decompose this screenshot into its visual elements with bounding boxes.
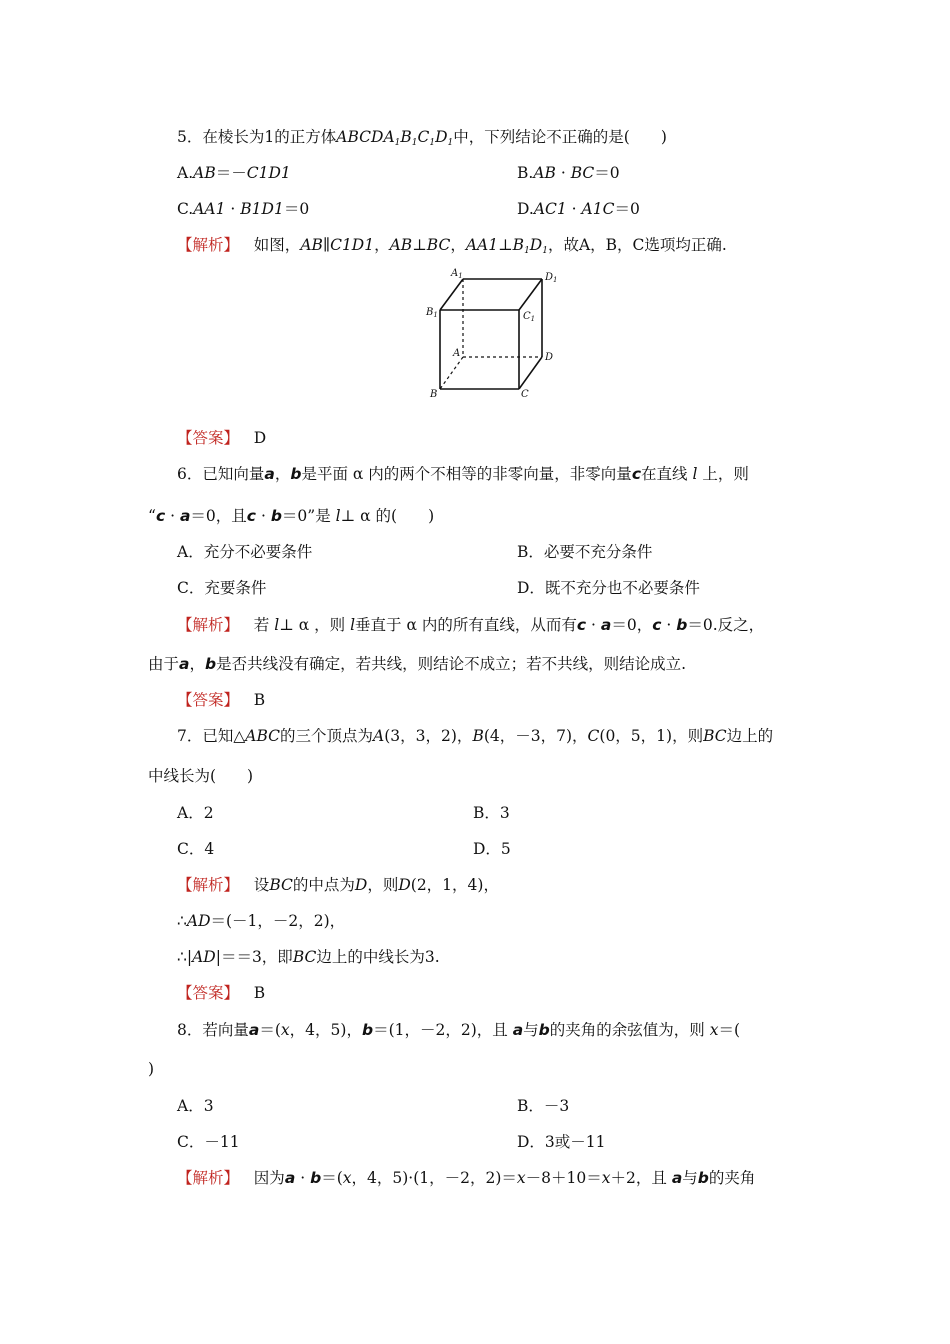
analysis-tag: 【解析】 <box>177 236 240 254</box>
q7-option-b: B．3 <box>473 804 510 822</box>
q7-option-c: C．4 <box>177 840 215 858</box>
label-a1: $A_1$ <box>451 268 463 280</box>
label-d1: $D_1$ <box>545 272 558 284</box>
q8-option-a: A．3 <box>177 1097 214 1115</box>
label-b: B <box>430 389 438 400</box>
q5-option-b: B.AB · BC＝0 <box>517 164 620 182</box>
q7-option-a: A．2 <box>177 804 214 822</box>
q6-option-b: B．必要不充分条件 <box>517 543 653 561</box>
q6-stem-line1: 6．已知向量a，b是平面 α 内的两个不相等的非零向量，非零向量c在直线 l 上，则 <box>177 465 749 483</box>
q8-stem-line2: ) <box>148 1060 155 1078</box>
q6-option-d: D．既不充分也不必要条件 <box>517 579 700 597</box>
q5-option-a: A.AB＝－C1D1 <box>177 164 291 182</box>
q6-answer: 【答案】 B <box>177 691 266 709</box>
q6-option-c: C．充要条件 <box>177 579 267 597</box>
q5-stem: 5．在棱长为1的正方体$ABCDA_1B_1C_1D_1$中，下列结论不正确的是( ) <box>177 128 667 148</box>
answer-tag: 【答案】 <box>177 691 240 709</box>
answer-tag: 【答案】 <box>177 429 240 447</box>
edge-b1-a1 <box>440 279 463 310</box>
q7-stem-line2: 中线长为( ) <box>148 767 254 785</box>
q8-stem-line1: 8．若向量a＝(x，4，5)，b＝(1，－2，2)，且 a与b的夹角的余弦值为，则 x＝( <box>177 1021 741 1039</box>
cube-figure <box>420 264 570 404</box>
edge-c1-d1 <box>519 279 542 310</box>
answer-tag: 【答案】 <box>177 984 240 1002</box>
q7-analysis-line1: 【解析】 设BC的中点为D，则D(2，1，4)， <box>177 876 499 894</box>
analysis-tag: 【解析】 <box>177 876 240 894</box>
q6-analysis-line1: 【解析】 若 l⊥ α ，则 l垂直于 α 内的所有直线，从而有c · a＝0，c · b＝0.反之， <box>177 616 765 634</box>
q6-stem-line2: “c · a＝0，且c · b＝0”是 l⊥ α 的( ) <box>148 507 435 525</box>
q8-analysis-line1: 【解析】 因为a · b＝(x，4，5)·(1，－2，2)＝x－8＋10＝x＋2，且 a与b的夹角 <box>177 1169 756 1187</box>
analysis-tag: 【解析】 <box>177 1169 240 1187</box>
q8-option-d: D．3或－11 <box>517 1133 606 1151</box>
q8-option-b: B．－3 <box>517 1097 570 1115</box>
label-b1: $B_1$ <box>426 307 438 319</box>
q6-analysis-line2: 由于a，b是否共线没有确定，若共线，则结论不成立；若不共线，则结论成立. <box>148 655 687 673</box>
label-c1: $C_1$ <box>523 311 536 323</box>
analysis-tag: 【解析】 <box>177 616 240 634</box>
q5-option-c: C.AA1 · B1D1＝0 <box>177 200 310 218</box>
label-a: A <box>453 348 461 359</box>
q5-answer: 【答案】 D <box>177 429 267 447</box>
q6-option-a: A．充分不必要条件 <box>177 543 313 561</box>
edge-c-d <box>519 357 542 389</box>
label-c: C <box>521 389 529 400</box>
q7-stem-line1: 7．已知△ABC的三个顶点为A(3，3，2)，B(4，－3，7)，C(0，5，1)，则BC边上的 <box>177 727 774 745</box>
label-d: D <box>545 352 554 363</box>
q7-analysis-line3: ∴|AD|＝＝3，即BC边上的中线长为3. <box>177 948 440 966</box>
q7-option-d: D．5 <box>473 840 511 858</box>
q7-answer: 【答案】 B <box>177 984 266 1002</box>
q5-analysis: 【解析】 如图，AB∥C1D1，AB⊥BC，$AA1\perp B_1D_1$，故A，B，C选项均正确. <box>177 236 727 256</box>
q5-option-d: D.AC1 · A1C＝0 <box>517 200 640 218</box>
q7-analysis-line2: ∴AD＝(－1，－2，2)， <box>177 912 346 930</box>
q8-option-c: C．－11 <box>177 1133 240 1151</box>
hidden-edge-a-b <box>440 357 463 389</box>
